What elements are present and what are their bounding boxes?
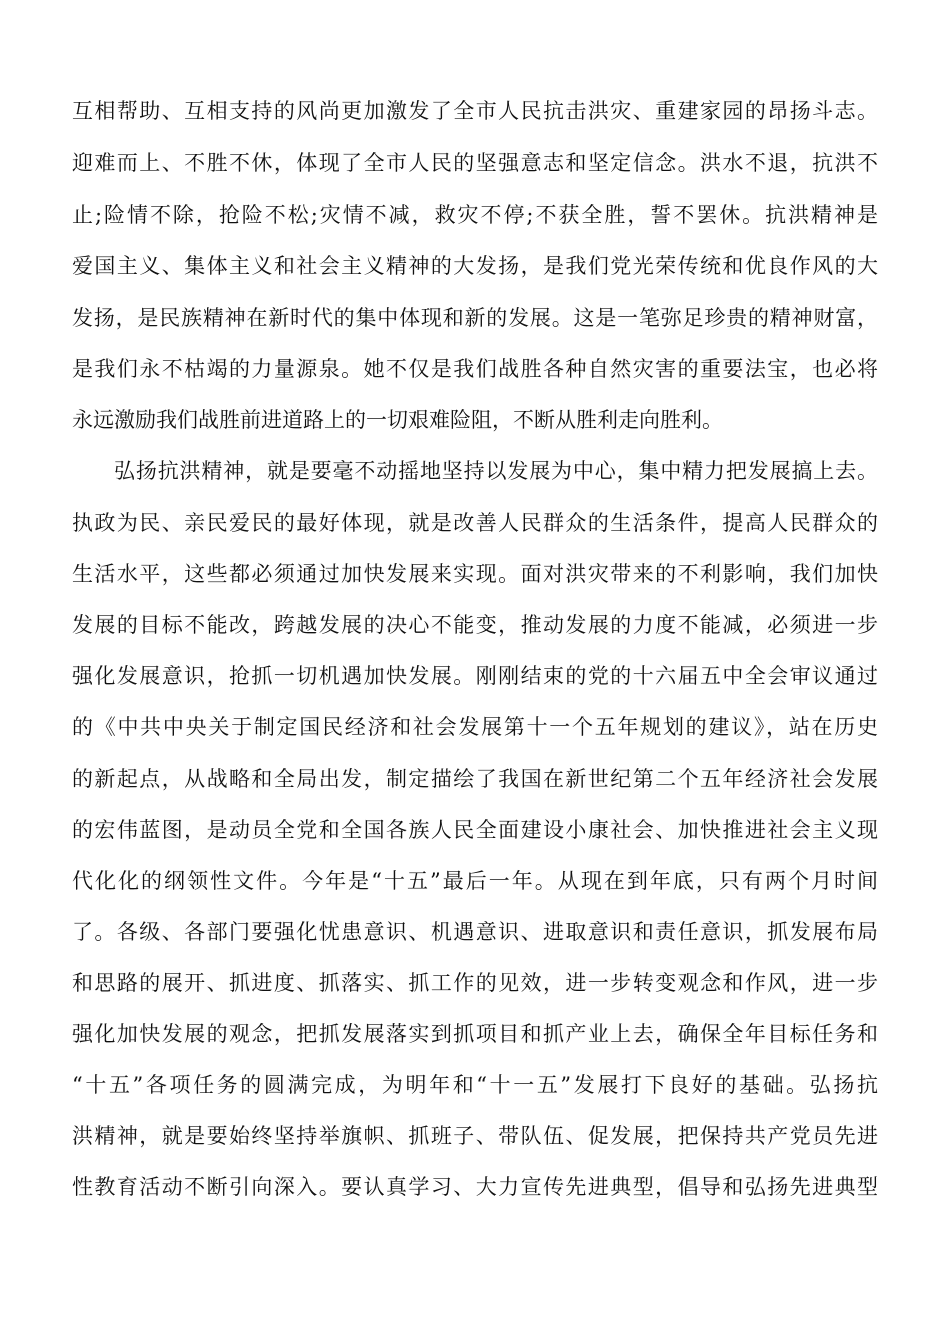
text-line-21: 洪精神，就是要始终坚持举旗帜、抓班子、带队伍、促发展，把保持共产党员先进 bbox=[72, 1124, 878, 1148]
text-line-10: 生活水平，这些都必须通过加快发展来实现。面对洪灾带来的不利影响，我们加快 bbox=[72, 562, 878, 586]
text-line-5: 发扬，是民族精神在新时代的集中体现和新的发展。这是一笔弥足珍贵的精神财富， bbox=[72, 306, 878, 330]
text-line-12: 强化发展意识，抢抓一切机遇加快发展。刚刚结束的党的十六届五中全会审议通过 bbox=[72, 664, 878, 688]
text-line-13: 的《中共中央关于制定国民经济和社会发展第十一个五年规划的建议》，站在历史 bbox=[72, 715, 878, 739]
text-line-7: 永远激励我们战胜前进道路上的一切艰难险阻，不断从胜利走向胜利。 bbox=[72, 408, 723, 432]
text-line-6: 是我们永不枯竭的力量源泉。她不仅是我们战胜各种自然灾害的重要法宝，也必将 bbox=[72, 357, 878, 381]
text-line-11: 发展的目标不能改，跨越发展的决心不能变，推动发展的力度不能减，必须进一步 bbox=[72, 613, 878, 637]
text-line-19: 强化加快发展的观念，把抓发展落实到抓项目和抓产业上去，确保全年目标任务和 bbox=[72, 1022, 878, 1046]
text-line-20: “十五”各项任务的圆满完成，为明年和“十一五”发展打下良好的基础。弘扬抗 bbox=[72, 1073, 878, 1097]
text-line-14: 的新起点，从战略和全局出发，制定描绘了我国在新世纪第二个五年经济社会发展 bbox=[72, 767, 878, 791]
text-line-9: 执政为民、亲民爱民的最好体现，就是改善人民群众的生活条件，提高人民群众的 bbox=[72, 511, 878, 535]
text-line-22: 性教育活动不断引向深入。要认真学习、大力宣传先进典型，倡导和弘扬先进典型 bbox=[72, 1175, 878, 1199]
text-line-3: 止;险情不除，抢险不松;灾情不减，救灾不停;不获全胜，誓不罢休。抗洪精神是 bbox=[72, 203, 878, 227]
text-line-16: 代化化的纲领性文件。今年是“十五”最后一年。从现在到年底，只有两个月时间 bbox=[72, 869, 878, 893]
text-line-17: 了。各级、各部门要强化忧患意识、机遇意识、进取意识和责任意识，抓发展布局 bbox=[72, 920, 878, 944]
text-line-18: 和思路的展开、抓进度、抓落实、抓工作的见效，进一步转变观念和作风，进一步 bbox=[72, 971, 878, 995]
text-line-15: 的宏伟蓝图，是动员全党和全国各族人民全面建设小康社会、加快推进社会主义现 bbox=[72, 818, 878, 842]
text-line-2: 迎难而上、不胜不休，体现了全市人民的坚强意志和坚定信念。洪水不退，抗洪不 bbox=[72, 151, 878, 175]
paragraph-first-line: 弘扬抗洪精神，就是要毫不动摇地坚持以发展为中心，集中精力把发展搞上去。 bbox=[114, 459, 878, 483]
text-line-1: 互相帮助、互相支持的风尚更加激发了全市人民抗击洪灾、重建家园的昂扬斗志。 bbox=[72, 99, 878, 123]
text-line-4: 爱国主义、集体主义和社会主义精神的大发扬，是我们党光荣传统和优良作风的大 bbox=[72, 254, 878, 278]
